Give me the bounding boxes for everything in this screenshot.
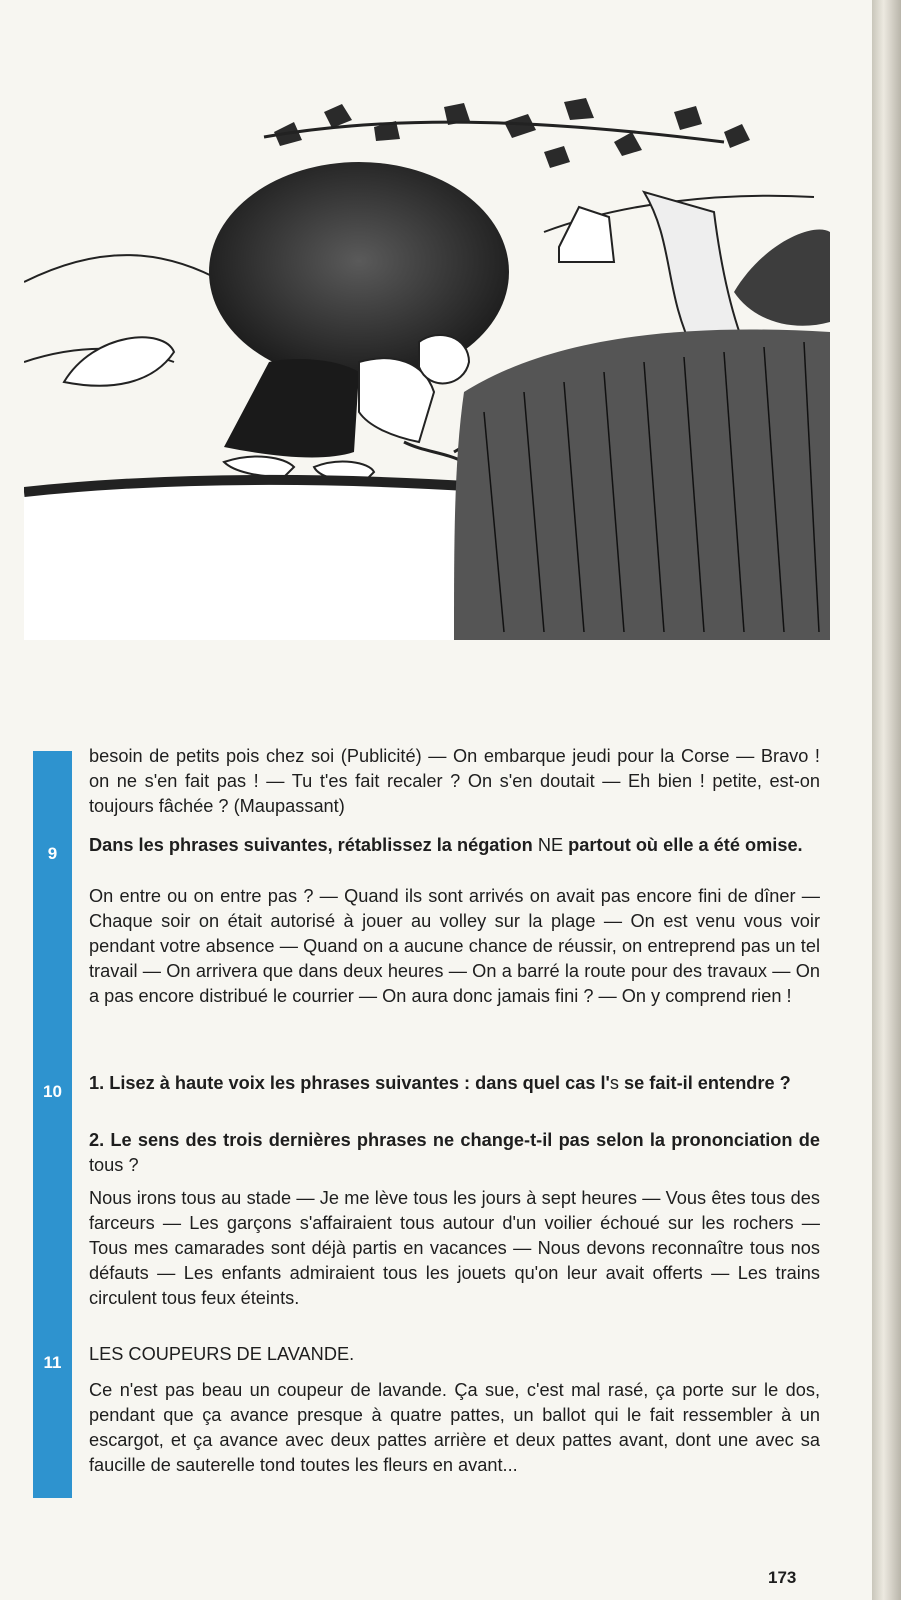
exercise-10-question-1: 1. Lisez à haute voix les phrases suivantes : dans quel cas l's se fait-il entendre ? <box>89 1073 791 1093</box>
exercise-number-10: 10 <box>43 1082 62 1101</box>
exercise-11-title: LES COUPEURS DE LAVANDE. <box>89 1344 355 1364</box>
exercise-9-instruction: Dans les phrases suivantes, rétablissez la négation NE partout où elle a été omise. <box>89 835 803 855</box>
exercise-number-11: 11 <box>43 1353 62 1372</box>
exercise-11-text: Ce n'est pas beau un coupeur de lavande. Ça sue, c'est mal rasé, ça porte sur le dos, pendant que ça avance presque à quatre pattes, un ballot qui le fait ressembler à un escargot, et ça avance avec deux pattes arrière et deux pattes avant, dont une avec sa faucille de sauterelle tond toutes les fleurs en avant... <box>89 1380 820 1475</box>
continuation-text: besoin de petits pois chez soi (Publicité) — On embarque jeudi pour la Corse — Bravo ! on ne s'en fait pas ! — Tu t'es fait recaler ? On s'en doutait — Eh bien ! petite, est-on toujours fâchée ? (Maupassant) <box>89 746 820 816</box>
exercise-10-question-2: 2. Le sens des trois dernières phrases ne change-t-il pas selon la prononciation de tous ? <box>89 1130 820 1175</box>
exercise-9-text: On entre ou on entre pas ? — Quand ils sont arrivés on avait pas encore fini de dîner — Chaque soir on était autorisé à jouer au volley sur la plage — On est venu vous voir pendant votre absence — Quand on a aucune chance de réussir, on entreprend pas un tel travail — On arrivera que dans deux heures — On a barré la route pour des travaux — On a pas encore distribué le courrier — On aura donc jamais fini ? — On y comprend rien ! <box>89 886 820 1006</box>
lavender-cutter-illustration <box>24 92 830 640</box>
exercise-10-text: Nous irons tous au stade — Je me lève tous les jours à sept heures — Vous êtes tous des farceurs — Les garçons s'affairaient tous autour d'un voilier échoué sur les rochers — Tous mes camarades sont déjà partis en vacances — Nous devons reconnaître tous nos défauts — Les enfants admiraient tous les jouets qu'on leur avait offerts — Les trains circulent tous feux éteints. <box>89 1188 820 1308</box>
page-number: 173 <box>768 1568 797 1587</box>
exercise-number-9: 9 <box>47 844 58 863</box>
book-spine-edge <box>872 0 901 1600</box>
